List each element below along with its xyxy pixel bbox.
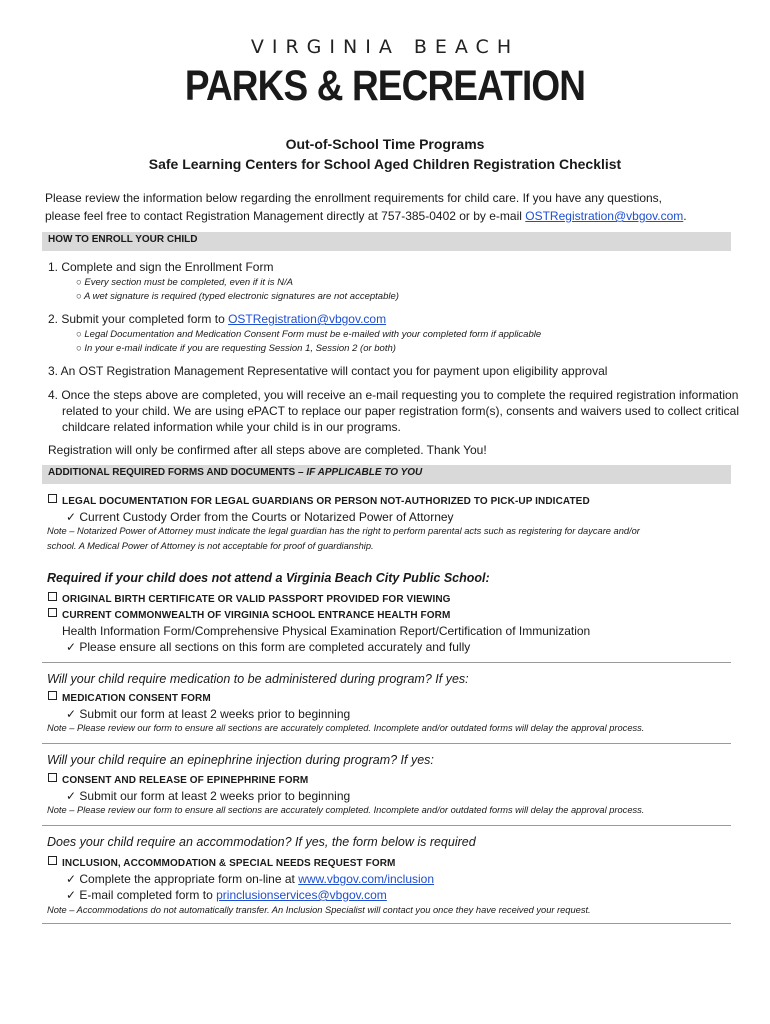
page-subtitle: Safe Learning Centers for School Aged Children Registration Checklist: [148, 156, 622, 172]
epinephrine-title: [48, 773, 308, 786]
logo-virginia-beach: VIRGINIA BEACH: [250, 36, 520, 58]
accommodation-check-2-text: E-mail completed form to: [79, 888, 217, 902]
step-1-sub-a: ○ Every section must be completed, even if it is N/A: [76, 277, 293, 288]
step-1: 1. Complete and sign the Enrollment Form: [48, 260, 274, 274]
epinephrine-note: Note – Please review our form to ensure all sections are accurately completed. Incomplete and/or outdated forms will delay the approval process.: [47, 805, 645, 815]
divider: [42, 923, 731, 924]
section-header-additional-tail: IF APPLICABLE TO YOU: [306, 467, 423, 478]
inclusion-link[interactable]: www.vbgov.com/inclusion: [298, 872, 435, 886]
accommodation-question: Does your child require an accommodation? If yes, the form below is required: [47, 835, 476, 849]
legal-doc-title-text: LEGAL DOCUMENTATION FOR LEGAL GUARDIANS OR PERSON NOT-AUTHORIZED TO PICK-UP INDICATED: [62, 496, 590, 507]
accommodation-check-1-text: Complete the appropriate form on-line at: [79, 872, 299, 886]
checkmark-icon: ✓: [66, 888, 80, 902]
accommodation-check-2: [66, 887, 387, 903]
legal-doc-note-1: Note – Notarized Power of Attorney must indicate the legal guardian has the right to perform parental acts such as registering for daycare and/or: [47, 526, 640, 536]
divider: [42, 825, 731, 826]
epinephrine-check: [66, 788, 350, 804]
intro-line-2-end: .: [683, 209, 687, 223]
intro-line-2: [45, 207, 687, 225]
page-title: Out-of-School Time Programs: [285, 136, 485, 152]
medication-check: [66, 706, 350, 722]
step-4-line-1: 4. Once the steps above are completed, you will receive an e-mail requesting you to complete the required registration information: [48, 388, 739, 402]
checkbox-icon[interactable]: [48, 691, 57, 700]
medication-note: Note – Please review our form to ensure all sections are accurately completed. Incomplete and/or outdated forms will delay the approval process.: [47, 723, 645, 733]
health-form-title-text: CURRENT COMMONWEALTH OF VIRGINIA SCHOOL ENTRANCE HEALTH FORM: [62, 610, 451, 621]
medication-title: [48, 691, 211, 704]
epinephrine-question: Will your child require an epinephrine injection during program? If yes:: [47, 753, 434, 767]
step-1-sub-b: ○ A wet signature is required (typed electronic signatures are not acceptable): [76, 291, 399, 302]
confirmation-text: Registration will only be confirmed after all steps above are completed. Thank You!: [48, 443, 487, 457]
checkbox-icon[interactable]: [48, 773, 57, 782]
checkmark-icon: ✓: [66, 640, 80, 654]
section-header-enroll: [42, 232, 731, 251]
checkbox-icon[interactable]: [48, 608, 57, 617]
checkmark-icon: ✓: [66, 510, 80, 524]
epinephrine-title-text: CONSENT AND RELEASE OF EPINEPHRINE FORM: [62, 775, 309, 786]
logo-parks-recreation: PARKS & RECREATION: [184, 62, 586, 110]
checkmark-icon: ✓: [66, 872, 80, 886]
health-form-desc: Health Information Form/Comprehensive Physical Examination Report/Certification of Immunization: [62, 624, 591, 638]
intro-line-2-text: please feel free to contact Registration Management directly at 757-385-0402 or by e-mail: [45, 209, 526, 223]
checkmark-icon: ✓: [66, 707, 80, 721]
section-header-additional-main: ADDITIONAL REQUIRED FORMS AND DOCUMENTS –: [48, 467, 307, 478]
step-2: [48, 310, 386, 328]
divider: [42, 662, 731, 663]
divider: [42, 743, 731, 744]
accommodation-title: [48, 856, 395, 869]
step-4-line-2: related to your child. We are using ePACT to replace our paper registration form(s), consents and waivers used to collect critical: [62, 404, 739, 418]
step-2-email-link[interactable]: OSTRegistration@vbgov.com: [228, 312, 387, 326]
legal-doc-title: [48, 494, 590, 507]
accommodation-note: Note – Accommodations do not automatically transfer. An Inclusion Specialist will contact you once they have received your request.: [47, 905, 591, 915]
step-3: 3. An OST Registration Management Representative will contact you for payment upon eligibility approval: [48, 364, 608, 378]
health-form-title: [48, 608, 450, 621]
checkbox-icon[interactable]: [48, 856, 57, 865]
accommodation-title-text: INCLUSION, ACCOMMODATION & SPECIAL NEEDS REQUEST FORM: [62, 858, 396, 869]
inclusion-email-link[interactable]: princlusionservices@vbgov.com: [216, 888, 387, 902]
birth-cert-title-text: ORIGINAL BIRTH CERTIFICATE OR VALID PASSPORT PROVIDED FOR VIEWING: [62, 594, 451, 605]
accommodation-check-1: [66, 871, 434, 887]
legal-doc-check: [66, 509, 454, 525]
intro-line-1: Please review the information below regarding the enrollment requirements for child care. If you have any questions,: [45, 191, 662, 205]
health-form-check-text: Please ensure all sections on this form are completed accurately and fully: [79, 640, 471, 654]
section-header-enroll-text: HOW TO ENROLL YOUR CHILD: [48, 234, 198, 245]
medication-question: Will your child require medication to be administered during program? If yes:: [47, 672, 469, 686]
checkbox-icon[interactable]: [48, 592, 57, 601]
section-header-additional-text: [48, 467, 422, 478]
birth-cert-title: [48, 592, 451, 605]
ost-email-link[interactable]: OSTRegistration@vbgov.com: [525, 209, 684, 223]
checkbox-icon[interactable]: [48, 494, 57, 503]
checkmark-icon: ✓: [66, 789, 80, 803]
vbcps-question: Required if your child does not attend a Virginia Beach City Public School:: [47, 571, 490, 585]
medication-title-text: MEDICATION CONSENT FORM: [62, 693, 211, 704]
section-header-additional: [42, 465, 731, 484]
legal-doc-check-text: Current Custody Order from the Courts or Notarized Power of Attorney: [79, 510, 454, 524]
step-2-text: 2. Submit your completed form to: [48, 312, 229, 326]
step-2-sub-a: ○ Legal Documentation and Medication Consent Form must be e-mailed with your completed form if applicable: [76, 329, 542, 340]
epinephrine-check-text: Submit our form at least 2 weeks prior to beginning: [79, 789, 351, 803]
step-2-sub-b: ○ In your e-mail indicate if you are requesting Session 1, Session 2 (or both): [76, 343, 396, 354]
step-4-line-3: childcare related information while your child is in our programs.: [62, 420, 401, 434]
medication-check-text: Submit our form at least 2 weeks prior to beginning: [79, 707, 351, 721]
health-form-check: [66, 639, 470, 655]
legal-doc-note-2: school. A Medical Power of Attorney is not acceptable for proof of guardianship.: [47, 541, 374, 551]
